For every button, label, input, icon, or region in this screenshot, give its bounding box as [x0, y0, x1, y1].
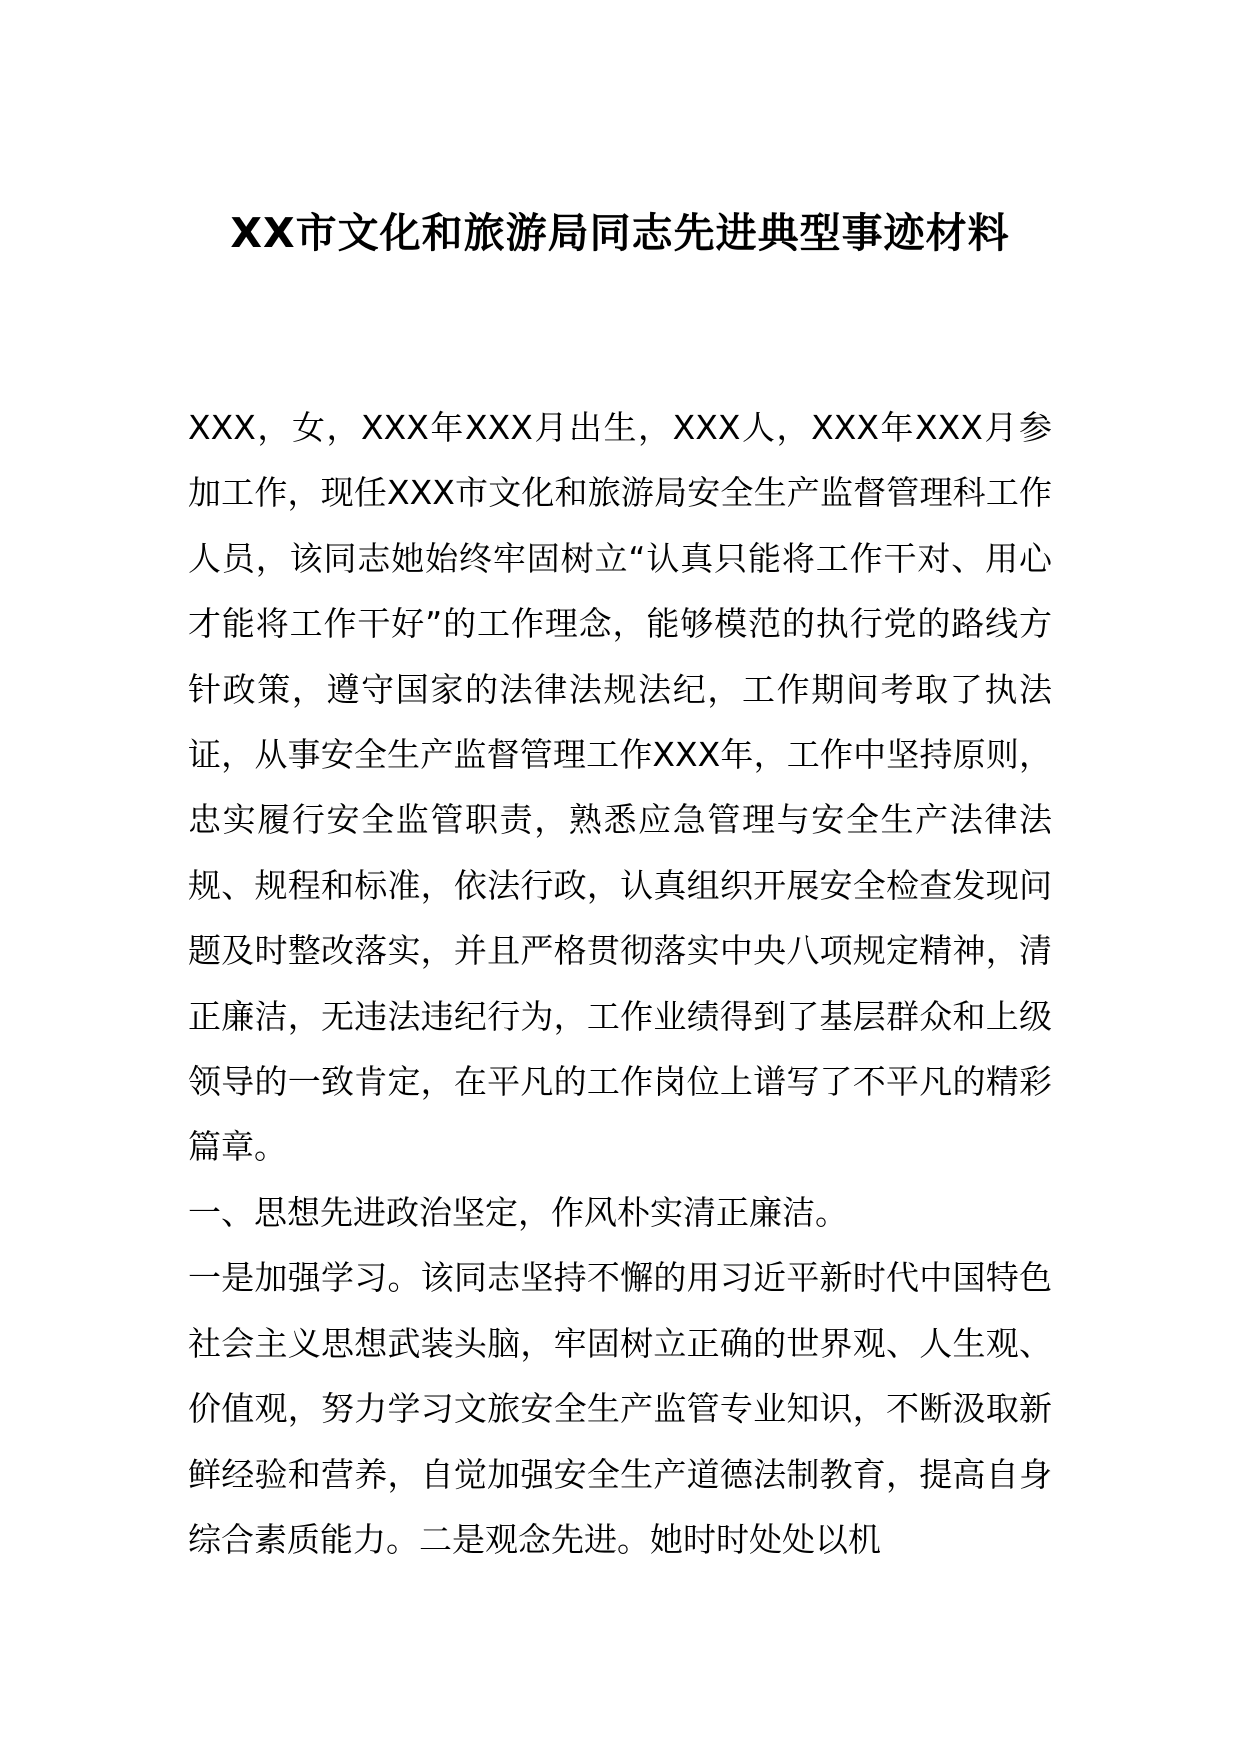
- document-title: XX市文化和旅游局同志先进典型事迹材料: [230, 209, 1010, 257]
- section-heading-1: 一、思想先进政治坚定，作风朴实清正廉洁。: [188, 1192, 848, 1232]
- document-body: [188, 395, 1052, 1572]
- body-paragraph-intro: XXX，女，XXX年XXX月出生，XXX人，XXX年XXX月参加工作，现任XXX市文化和旅游局安全生产监督管理科工作人员，该同志她始终牢固树立“认真只能将工作干对、用心才能将工作干好”的工作理念，能够模范的执行党的路线方针政策，遵守国家的法律法规法纪，工作期间考取了执法证，从事安全生产监督管理工作XXX年，工作中坚持原则，忠实履行安全监管职责，熟悉应急管理与安全生产法律法规、规程和标准，依法行政，认真组织开展安全检查发现问题及时整改落实，并且严格贯彻落实中央八项规定精神，清正廉洁，无违法违纪行为，工作业绩得到了基层群众和上级领导的一致肯定，在平凡的工作岗位上谱写了不平凡的精彩篇章。: [188, 408, 1052, 1167]
- body-paragraph-section-1: 一是加强学习。该同志坚持不懈的用习近平新时代中国特色社会主义思想武装头脑，牢固树立正确的世界观、人生观、价值观，努力学习文旅安全生产监管专业知识，不断汲取新鲜经验和营养，自觉加强安全生产道德法制教育，提高自身综合素质能力。二是观念先进。她时时处处以机: [188, 1258, 1052, 1559]
